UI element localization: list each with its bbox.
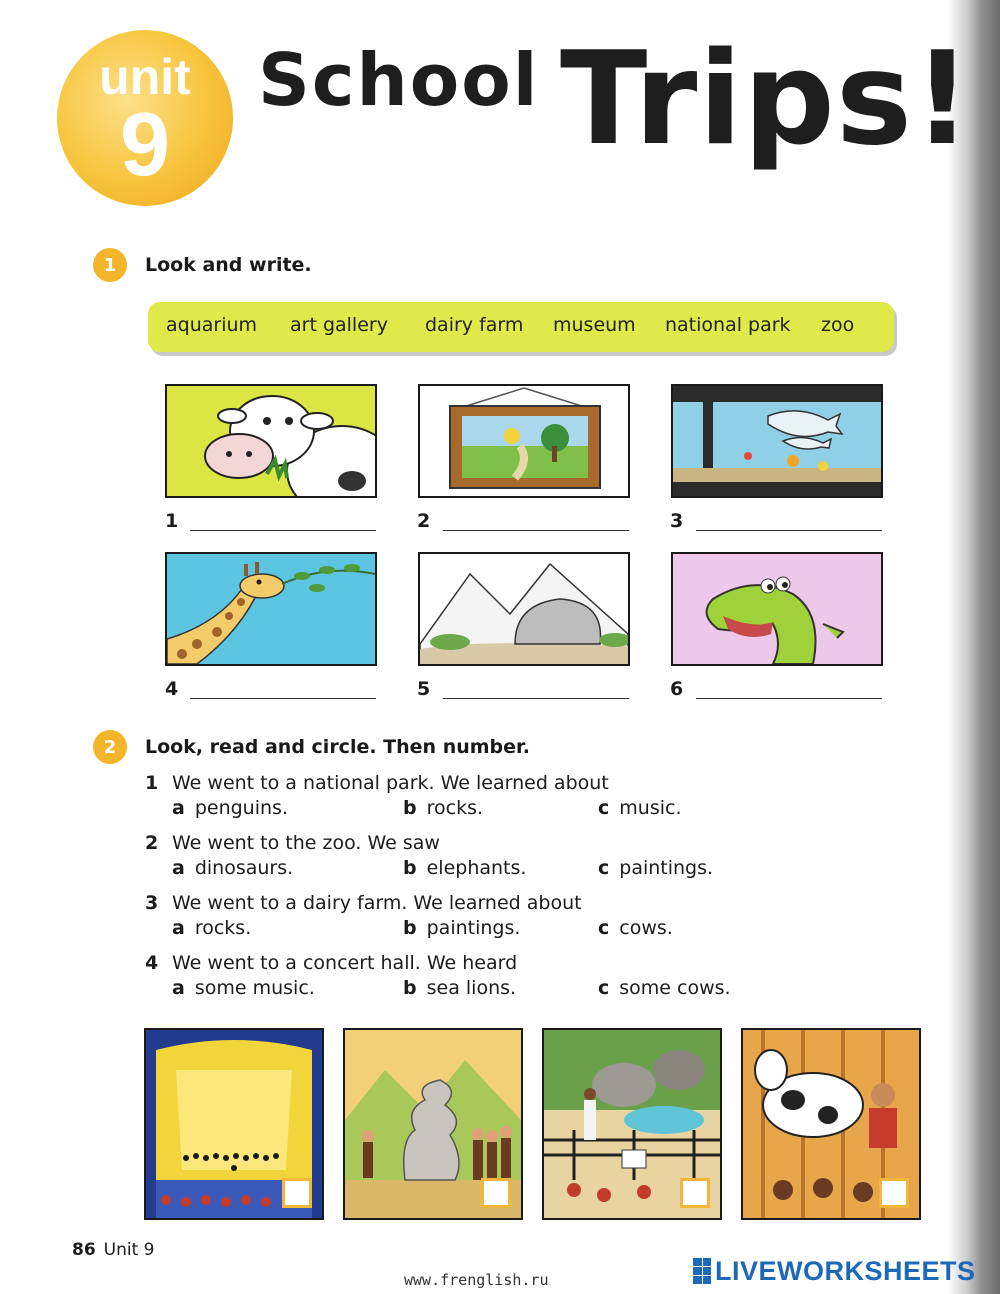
scene-dairy-farm [741, 1028, 921, 1220]
question-stem: We went to a dairy farm. We learned about [172, 892, 582, 914]
answer-line-4[interactable] [190, 698, 376, 699]
answer-line-6[interactable] [696, 698, 882, 699]
scene-concert-hall [144, 1028, 324, 1220]
page-number: 86 [72, 1240, 96, 1260]
unit-number: 9 [119, 95, 171, 195]
exercise-1-number: 1 [93, 248, 127, 282]
picture-giraffe [165, 552, 377, 666]
question-number: 3 [145, 892, 159, 914]
answer-number: 2 [417, 510, 431, 532]
question-number: 2 [145, 832, 159, 854]
answer-number: 4 [165, 678, 179, 700]
page-gutter-shadow [948, 0, 1000, 1294]
exercise-1-instruction: Look and write. [145, 254, 312, 276]
option-c[interactable]: c music. [598, 797, 682, 819]
word-bank-item: aquarium [166, 314, 258, 336]
exercise-2-instruction: Look, read and circle. Then number. [145, 736, 530, 758]
unit-label: Unit 9 [103, 1240, 155, 1260]
scene-number-box[interactable] [282, 1178, 312, 1208]
unit-badge [57, 30, 233, 206]
picture-fish-tank [671, 384, 883, 498]
option-b[interactable]: b rocks. [403, 797, 484, 819]
option-b[interactable]: b elephants. [403, 857, 527, 879]
question-stem: We went to a concert hall. We heard [172, 952, 518, 974]
page-title-school: School [258, 38, 540, 122]
picture-cow [165, 384, 377, 498]
answer-line-2[interactable] [443, 530, 629, 531]
answer-number: 5 [417, 678, 431, 700]
word-bank-item: dairy farm [425, 314, 524, 336]
picture-painting [418, 384, 630, 498]
word-bank-item: museum [553, 314, 636, 336]
liveworksheets-icon [693, 1258, 711, 1284]
answer-line-1[interactable] [190, 530, 376, 531]
source-url: www.frenglish.ru [404, 1271, 549, 1289]
option-c[interactable]: c some cows. [598, 977, 731, 999]
word-bank-item: zoo [821, 314, 855, 336]
answer-number: 6 [670, 678, 684, 700]
option-a[interactable]: a dinosaurs. [172, 857, 294, 879]
scene-national-park [343, 1028, 523, 1220]
question-number: 4 [145, 952, 159, 974]
answer-number: 3 [670, 510, 684, 532]
word-bank-item: art gallery [290, 314, 388, 336]
option-b[interactable]: b sea lions. [403, 977, 517, 999]
option-a[interactable]: a rocks. [172, 917, 252, 939]
option-c[interactable]: c paintings. [598, 857, 714, 879]
question-stem: We went to the zoo. We saw [172, 832, 440, 854]
picture-mountains [418, 552, 630, 666]
scene-zoo [542, 1028, 722, 1220]
answer-line-5[interactable] [443, 698, 629, 699]
option-b[interactable]: b paintings. [403, 917, 521, 939]
option-c[interactable]: c cows. [598, 917, 673, 939]
page-footer [72, 1240, 155, 1260]
answer-line-3[interactable] [696, 530, 882, 531]
word-bank-item: national park [665, 314, 791, 336]
scene-number-box[interactable] [680, 1178, 710, 1208]
answer-number: 1 [165, 510, 179, 532]
page-title-trips: Trips! [560, 25, 973, 174]
picture-dinosaur [671, 552, 883, 666]
scene-number-box[interactable] [879, 1178, 909, 1208]
liveworksheets-brand: LIVEWORKSHEETS [715, 1255, 976, 1286]
scene-number-box[interactable] [481, 1178, 511, 1208]
option-a[interactable]: a some music. [172, 977, 315, 999]
word-bank [148, 302, 894, 352]
unit-word: unit [99, 49, 191, 105]
liveworksheets-logo [693, 1256, 976, 1286]
option-a[interactable]: a penguins. [172, 797, 288, 819]
exercise-2-number: 2 [93, 730, 127, 764]
question-number: 1 [145, 772, 159, 794]
question-stem: We went to a national park. We learned about [172, 772, 609, 794]
